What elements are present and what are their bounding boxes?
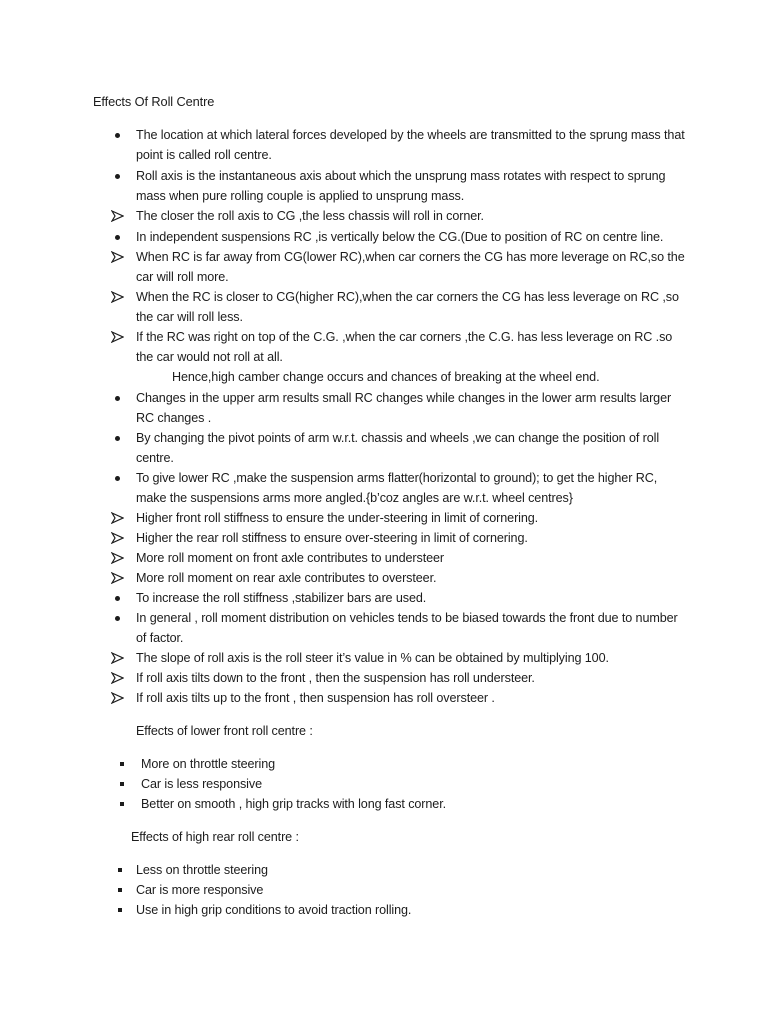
square-bullet-icon [120, 762, 124, 766]
list-item [136, 528, 686, 548]
arrow-bullet-icon [111, 672, 124, 684]
list-item-text: When the RC is closer to CG(higher RC),when the car corners the CG has less leverage on RC ,so the car will roll less. [136, 290, 679, 325]
list-item [136, 468, 686, 509]
list-item [136, 688, 686, 708]
list-item [136, 568, 686, 588]
arrow-bullet-icon [111, 331, 124, 343]
list-item-text: To give lower RC ,make the suspension arms flatter(horizontal to ground); to get the higher RC, make the suspensions arms more angled.{b’coz angles are w.r.t. wheel centres} [136, 471, 658, 506]
list-item-text: If roll axis tilts up to the front , then suspension has roll oversteer . [136, 691, 495, 705]
list-item-text: Roll axis is the instantaneous axis about which the unsprung mass rotates with respect to sprung mass when pure rolling couple is applied to unsprung mass. [136, 169, 666, 204]
list-item [136, 166, 686, 207]
section-heading-high-rear: Effects of high rear roll centre : [131, 830, 299, 844]
square-bullet-icon [120, 802, 124, 806]
list-item-text: The closer the roll axis to CG ,the less chassis will roll in corner. [136, 209, 484, 223]
square-bullet-icon [118, 868, 122, 872]
list-item-text: More on throttle steering [141, 757, 276, 771]
list-item-text: When RC is far away from CG(lower RC),when car corners the CG has more leverage on RC,so the car will roll more. [136, 250, 685, 285]
list-item-text: By changing the pivot points of arm w.r.t. chassis and wheels ,we can change the position of roll centre. [136, 431, 660, 466]
bullet-icon [115, 235, 120, 240]
list-item-text: More roll moment on rear axle contributes to oversteer. [136, 571, 437, 585]
arrow-bullet-icon [111, 692, 124, 704]
list-item-text: Better on smooth , high grip tracks with long fast corner. [141, 797, 446, 811]
list-item [136, 125, 686, 166]
list-item [136, 287, 686, 328]
list-item [136, 860, 686, 880]
list-item [136, 648, 686, 668]
arrow-bullet-icon [111, 572, 124, 584]
arrow-bullet-icon [111, 251, 124, 263]
list-item-text: Higher front roll stiffness to ensure the under-steering in limit of cornering. [136, 511, 539, 525]
list-item-text: The location at which lateral forces developed by the wheels are transmitted to the sprung mass that point is called roll centre. [136, 128, 685, 163]
list-item [141, 754, 681, 774]
list-item [136, 548, 686, 568]
bullet-icon [115, 174, 120, 179]
arrow-bullet-icon [111, 652, 124, 664]
list-item-continuation [172, 367, 692, 387]
list-item-text: Car is more responsive [136, 883, 264, 897]
section-heading-lower-front: Effects of lower front roll centre : [136, 724, 313, 738]
list-item-text: Hence,high camber change occurs and chances of breaking at the wheel end. [172, 370, 600, 384]
list-item [141, 794, 681, 814]
arrow-bullet-icon [111, 210, 124, 222]
list-item [136, 608, 686, 649]
list-item [136, 206, 686, 226]
list-item [136, 668, 686, 688]
bullet-icon [115, 616, 120, 621]
square-bullet-icon [118, 908, 122, 912]
list-item-text: In general , roll moment distribution on vehicles tends to be biased towards the front due to number of factor. [136, 611, 678, 646]
bullet-icon [115, 133, 120, 138]
list-item [136, 508, 686, 528]
list-item [136, 880, 686, 900]
bullet-icon [115, 476, 120, 481]
arrow-bullet-icon [111, 552, 124, 564]
arrow-bullet-icon [111, 291, 124, 303]
bullet-icon [115, 436, 120, 441]
list-item-text: In independent suspensions RC ,is vertically below the CG.(Due to position of RC on centre line. [136, 230, 664, 244]
list-item-text: If the RC was right on top of the C.G. ,when the car corners ,the C.G. has less leverage on RC .so the car would not roll at all. [136, 330, 673, 365]
list-item-text: The slope of roll axis is the roll steer it’s value in % can be obtained by multiplying 100. [136, 651, 609, 665]
list-item [136, 900, 686, 920]
square-bullet-icon [118, 888, 122, 892]
arrow-bullet-icon [111, 512, 124, 524]
list-item-text: Higher the rear roll stiffness to ensure over-steering in limit of cornering. [136, 531, 528, 545]
document-title: Effects Of Roll Centre [93, 94, 215, 109]
list-item-text: Car is less responsive [141, 777, 262, 791]
list-item-text: To increase the roll stiffness ,stabilizer bars are used. [136, 591, 427, 605]
list-item-text: If roll axis tilts down to the front , then the suspension has roll understeer. [136, 671, 535, 685]
list-item [136, 388, 686, 429]
bullet-icon [115, 596, 120, 601]
square-bullet-icon [120, 782, 124, 786]
list-item-text: More roll moment on front axle contributes to understeer [136, 551, 444, 565]
bullet-icon [115, 396, 120, 401]
list-item [136, 247, 686, 288]
list-item [136, 227, 686, 247]
list-item [136, 428, 686, 469]
list-item [136, 327, 686, 368]
list-item-text: Changes in the upper arm results small RC changes while changes in the lower arm results larger RC changes . [136, 391, 672, 426]
list-item [136, 588, 686, 608]
arrow-bullet-icon [111, 532, 124, 544]
list-item [141, 774, 681, 794]
list-item-text: Less on throttle steering [136, 863, 268, 877]
list-item-text: Use in high grip conditions to avoid traction rolling. [136, 903, 412, 917]
